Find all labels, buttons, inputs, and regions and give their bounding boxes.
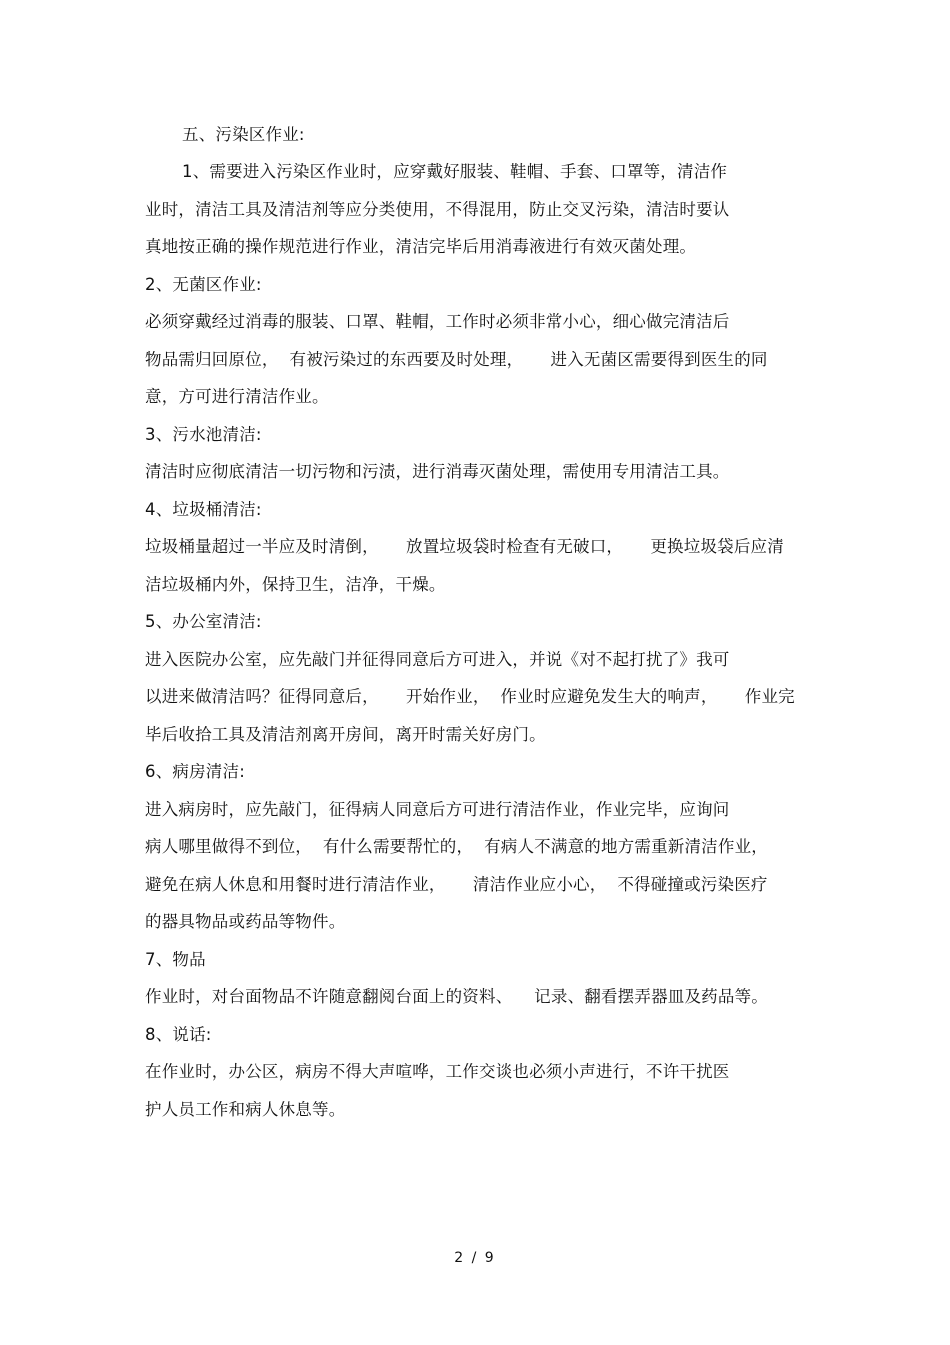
paragraph-line: 业时，清洁工具及清洁剂等应分类使用，不得混用，防止交叉污染，清洁时要认: [145, 200, 730, 219]
paragraph-line: 进入医院办公室，应先敲门并征得同意后方可进入，并说《对不起打扰了》我可: [145, 650, 730, 669]
paragraph-line: 真地按正确的操作规范进行作业，清洁完毕后用消毒液进行有效灭菌处理。: [145, 237, 697, 256]
section-heading: 5、办公室清洁:: [145, 612, 262, 631]
paragraph-line: 的器具物品或药品等物件。: [145, 912, 346, 931]
page-number: 2 / 9: [454, 1250, 496, 1266]
paragraph-line: 护人员工作和病人休息等。: [145, 1100, 346, 1119]
section-heading: 8、说话:: [145, 1025, 212, 1044]
paragraph-line: 作业时，对台面物品不许随意翻阅台面上的资料、 记录、翻看摆弄器皿及药品等。: [145, 987, 768, 1006]
paragraph-line: 病人哪里做得不到位， 有什么需要帮忙的， 有病人不满意的地方需重新清洁作业，: [145, 837, 768, 856]
paragraph-line: 毕后收拾工具及清洁剂离开房间，离开时需关好房门。: [145, 725, 546, 744]
section-heading: 3、污水池清洁:: [145, 425, 262, 444]
paragraph-line: 洁垃圾桶内外，保持卫生，洁净，干燥。: [145, 575, 446, 594]
paragraph-line: 意，方可进行清洁作业。: [145, 387, 329, 406]
section-heading: 6、病房清洁:: [145, 762, 245, 781]
paragraph-line: 进入病房时，应先敲门，征得病人同意后方可进行清洁作业，作业完毕，应询问: [145, 800, 730, 819]
paragraph-line: 1、需要进入污染区作业时，应穿戴好服装、鞋帽、手套、口罩等，清洁作: [182, 162, 728, 181]
paragraph-line: 必须穿戴经过消毒的服装、口罩、鞋帽，工作时必须非常小心，细心做完清洁后: [145, 312, 730, 331]
paragraph-line: 在作业时，办公区，病房不得大声喧哗，工作交谈也必须小声进行，不许干扰医: [145, 1062, 730, 1081]
paragraph-line: 物品需归回原位， 有被污染过的东西要及时处理， 进入无菌区需要得到医生的同: [145, 350, 768, 369]
section-heading: 4、垃圾桶清洁:: [145, 500, 262, 519]
paragraph-line: 避免在病人休息和用餐时进行清洁作业， 清洁作业应小心， 不得碰撞或污染医疗: [145, 875, 768, 894]
paragraph-line: 清洁时应彻底清洁一切污物和污渍，进行消毒灭菌处理，需使用专用清洁工具。: [145, 462, 730, 481]
paragraph-line: 垃圾桶量超过一半应及时清倒， 放置垃圾袋时检查有无破口， 更换垃圾袋后应清: [145, 537, 784, 556]
section-heading: 五、污染区作业:: [182, 125, 305, 144]
paragraph-line: 以进来做清洁吗？征得同意后， 开始作业， 作业时应避免发生大的响声， 作业完: [145, 687, 795, 706]
section-heading: 2、无菌区作业:: [145, 275, 262, 294]
section-heading: 7、物品: [145, 950, 206, 969]
